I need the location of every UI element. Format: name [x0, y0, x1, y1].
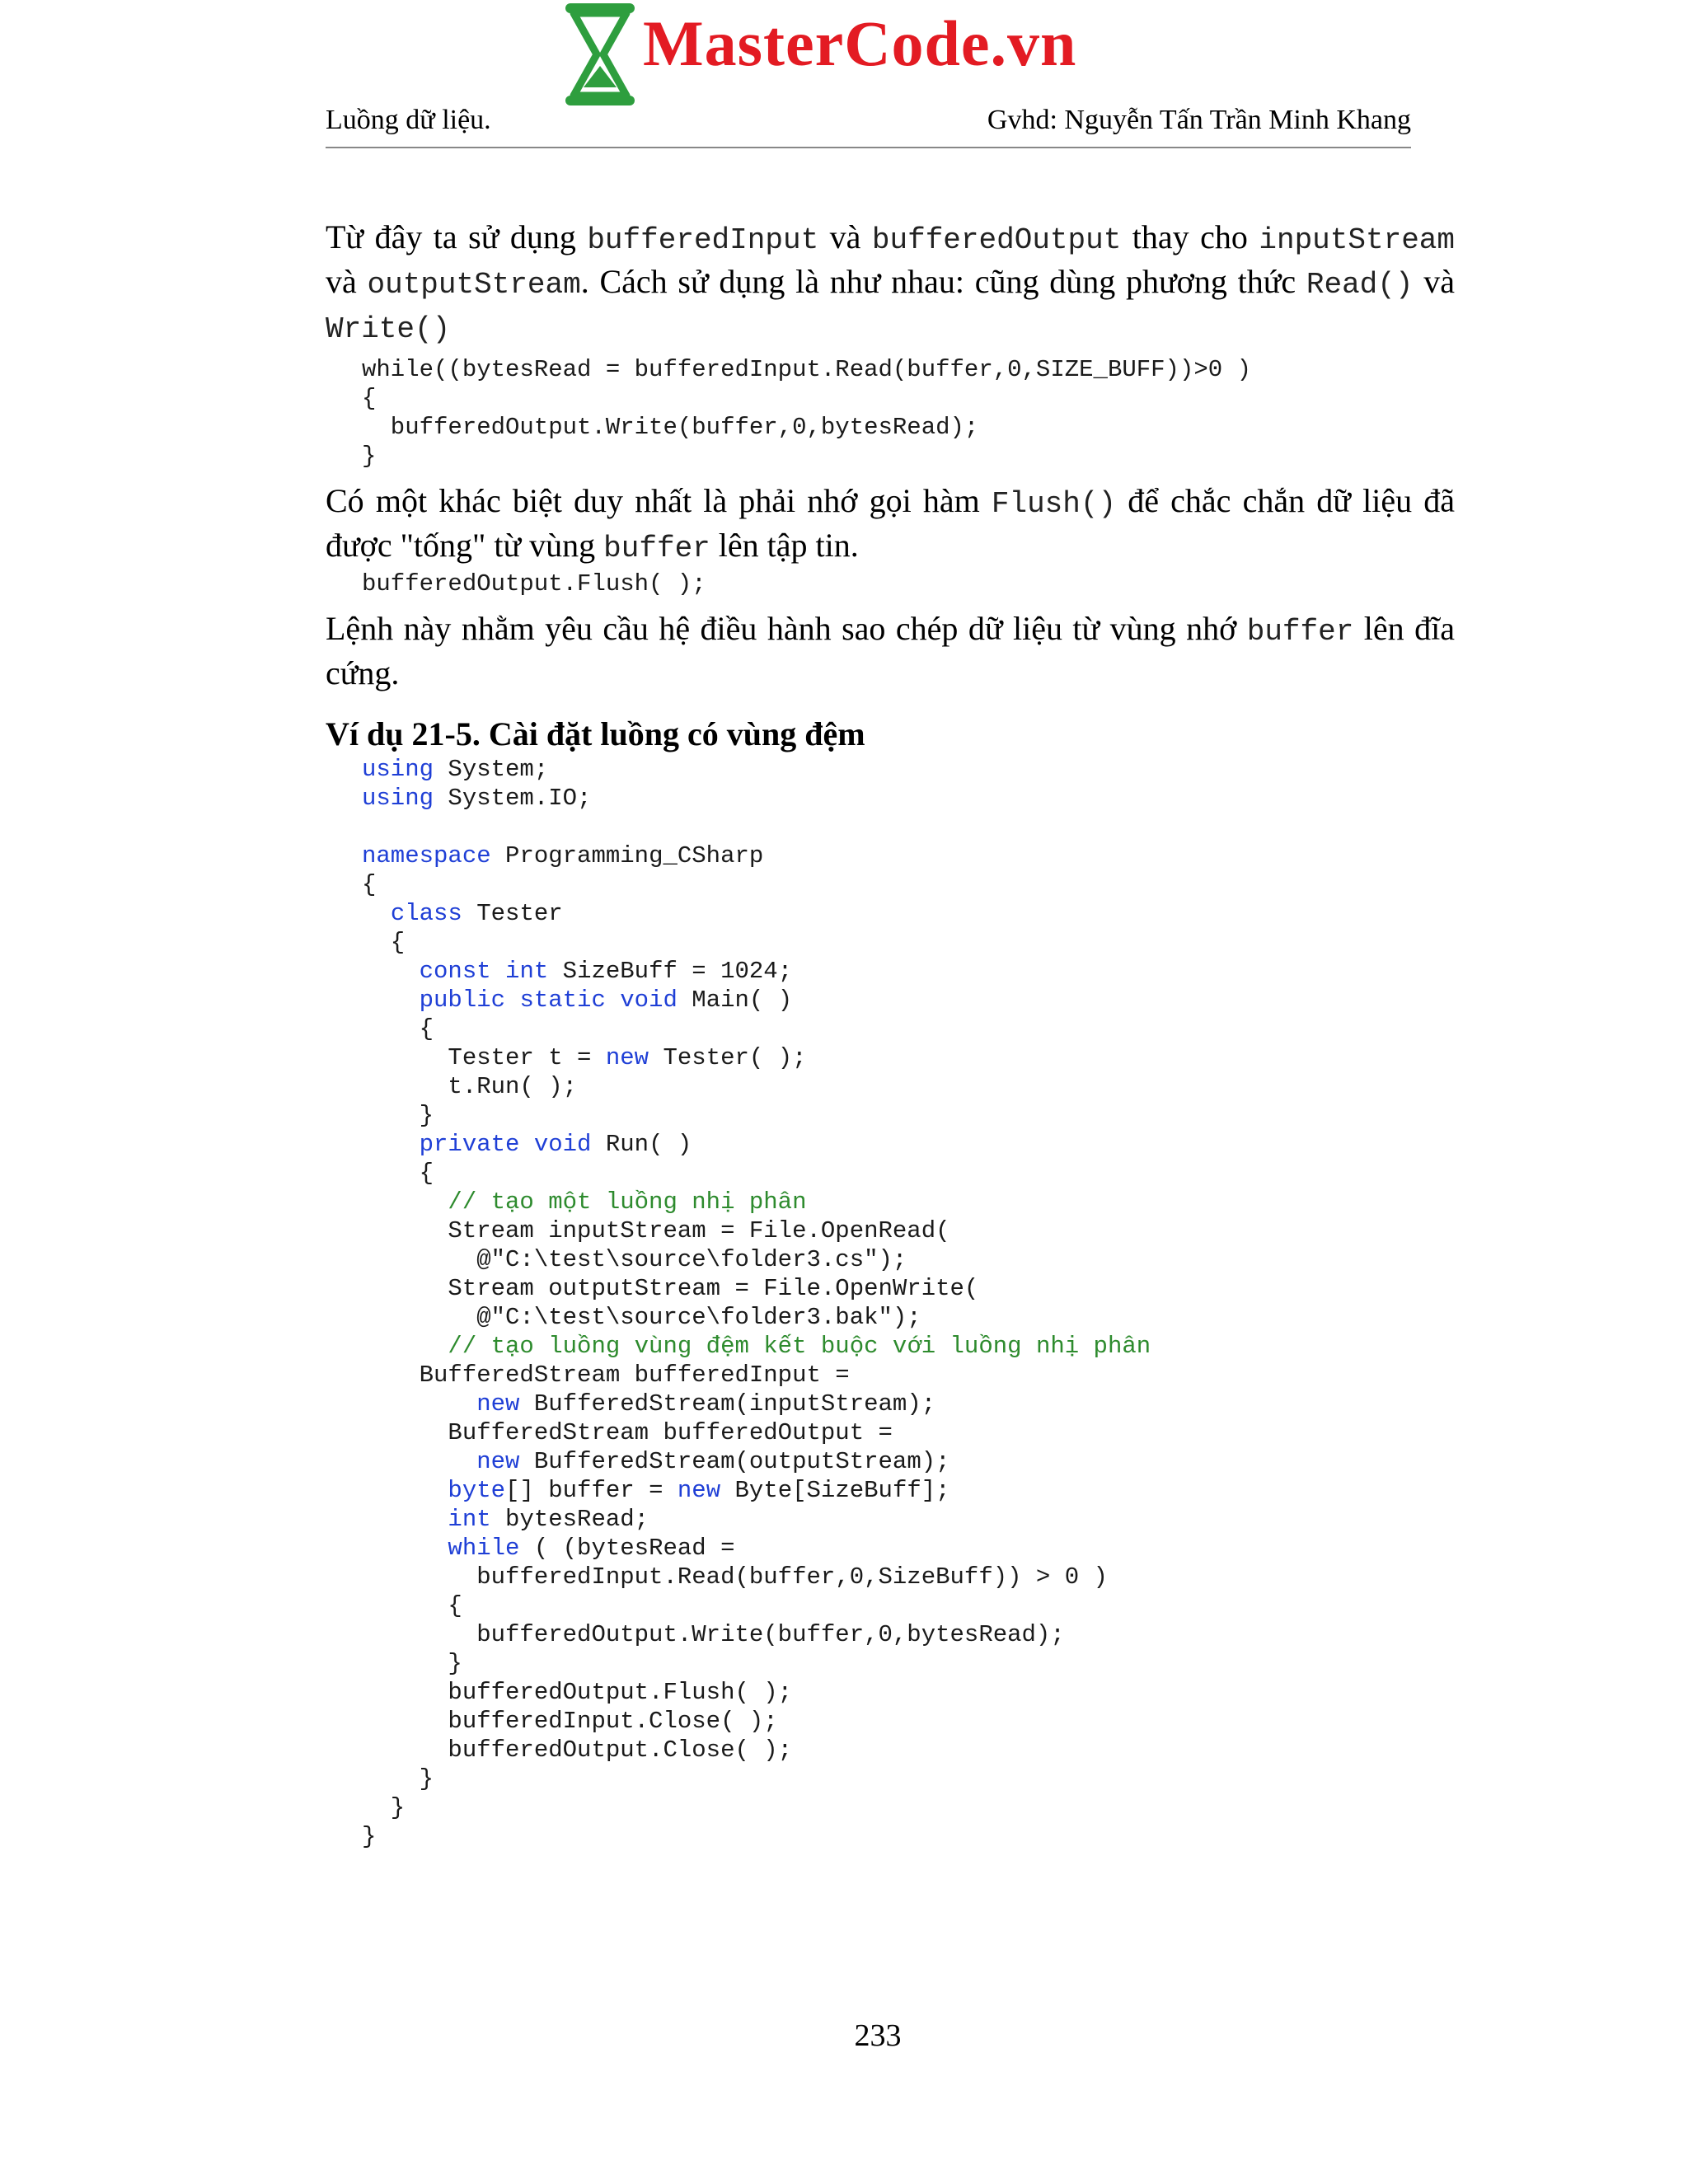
code-text: } — [362, 1823, 377, 1850]
code-line — [362, 1793, 1455, 1822]
code-comment: // tạo một luồng nhị phân — [448, 1188, 807, 1216]
code-text: } — [362, 1650, 462, 1677]
header-instructor: Gvhd: Nguyễn Tấn Trần Minh Khang — [987, 105, 1411, 135]
code-block — [326, 355, 1455, 471]
code-text: } — [362, 1102, 434, 1129]
code-line — [362, 986, 1455, 1015]
text-run: Có một khác biệt duy nhất là phải nhớ gọi hàm — [326, 482, 992, 519]
code-text: Programming_CSharp — [490, 842, 764, 869]
code-line — [362, 1736, 1455, 1765]
code-text: BufferedStream(inputStream); — [519, 1390, 936, 1418]
code-line — [362, 1130, 1455, 1159]
code-keyword: using — [362, 785, 434, 812]
code-line — [362, 1361, 1455, 1390]
code-text: bufferedInput.Close( ); — [362, 1708, 778, 1735]
code-line — [362, 1216, 1455, 1245]
code-text: bufferedOutput.Write(buffer,0,bytesRead); — [362, 414, 979, 441]
code-text: Tester — [462, 900, 563, 927]
code-line — [362, 928, 1455, 957]
code-line — [362, 841, 1455, 870]
code-line — [362, 1303, 1455, 1332]
code-text: Tester( ); — [649, 1044, 807, 1071]
paragraph — [326, 480, 1455, 569]
code-line — [362, 569, 1455, 598]
logo-text: MasterCode.vn — [643, 7, 1077, 79]
code-text: { — [362, 929, 406, 956]
text-run: Lệnh này nhằm yêu cầu hệ điều hành sao chép dữ liệu từ vùng nhớ — [326, 610, 1247, 647]
inline-code: outputStream — [367, 268, 581, 302]
code-keyword: new — [605, 1044, 649, 1071]
code-text: ( (bytesRead = — [519, 1535, 735, 1562]
code-text — [362, 987, 420, 1014]
inline-code: Read() — [1306, 268, 1414, 302]
code-text: t.Run( ); — [362, 1073, 578, 1100]
code-text: bufferedInput.Read(buffer,0,SizeBuff)) > 0 ) — [362, 1563, 1108, 1591]
code-line — [362, 1534, 1455, 1563]
code-keyword: new — [476, 1390, 520, 1418]
paragraph — [326, 217, 1455, 350]
text-run: Từ đây ta sử dụng — [326, 218, 588, 255]
example-heading: Ví dụ 21-5. Cài đặt luồng có vùng đệm — [326, 715, 865, 752]
code-text: bufferedOutput.Flush( ); — [362, 1679, 793, 1706]
paragraph — [326, 608, 1455, 694]
text-run: và — [326, 263, 368, 300]
code-line — [362, 442, 1455, 471]
code-line — [362, 1072, 1455, 1101]
code-text: @"C:\test\source\folder3.bak"); — [362, 1304, 921, 1331]
code-text: Run( ) — [591, 1131, 692, 1158]
code-line — [362, 899, 1455, 928]
code-line — [362, 1015, 1455, 1043]
inline-code: inputStream — [1259, 223, 1456, 257]
code-line — [362, 1591, 1455, 1620]
code-line — [362, 1505, 1455, 1534]
code-line — [362, 813, 1455, 841]
code-text: @"C:\test\source\folder3.cs"); — [362, 1246, 907, 1273]
code-line — [362, 413, 1455, 442]
hourglass-icon — [560, 0, 640, 109]
code-text: } — [362, 1794, 406, 1821]
code-keyword: while — [448, 1535, 520, 1562]
code-line — [362, 1159, 1455, 1188]
code-comment: // tạo luồng vùng đệm kết buộc với luồng nhị phân — [448, 1333, 1151, 1360]
inline-code: Flush() — [991, 487, 1117, 521]
code-text: BufferedStream(outputStream); — [519, 1448, 950, 1475]
code-text: Stream outputStream = File.OpenWrite( — [362, 1275, 979, 1302]
code-line — [362, 957, 1455, 986]
header-chapter-title: Luồng dữ liệu. — [326, 105, 491, 135]
code-line — [362, 784, 1455, 813]
code-keyword: using — [362, 756, 434, 783]
code-line — [362, 1822, 1455, 1851]
text-run: thay cho — [1121, 218, 1259, 255]
code-text — [491, 958, 505, 985]
code-text: { — [362, 871, 377, 898]
page-header — [326, 104, 1411, 148]
code-block — [326, 755, 1455, 1851]
code-text — [362, 1188, 448, 1216]
inline-code: buffer — [603, 532, 710, 565]
code-keyword: const — [419, 958, 491, 985]
code-text — [362, 1333, 448, 1360]
code-text: Tester t = — [362, 1044, 606, 1071]
code-text — [362, 900, 391, 927]
page-number: 233 — [854, 2018, 902, 2053]
code-keyword: new — [476, 1448, 520, 1475]
code-line — [362, 1678, 1455, 1707]
code-block — [326, 569, 1455, 598]
code-line — [362, 1043, 1455, 1072]
code-text: System.IO; — [434, 785, 592, 812]
inline-code: bufferedOutput — [871, 223, 1122, 257]
text-run: lên đĩa cứng. — [326, 610, 1455, 691]
code-text: BufferedStream bufferedInput = — [362, 1361, 850, 1389]
page-content — [326, 217, 1455, 1851]
code-line — [362, 1476, 1455, 1505]
code-text: bufferedOutput.Flush( ); — [362, 570, 706, 598]
text-run: và — [1413, 263, 1455, 300]
code-keyword: private void — [419, 1131, 592, 1158]
code-text — [362, 958, 420, 985]
code-line — [362, 1245, 1455, 1274]
code-text: System; — [434, 756, 549, 783]
code-text — [362, 1448, 476, 1475]
text-run: lên tập tin. — [710, 527, 859, 564]
code-text: SizeBuff = 1024; — [548, 958, 793, 985]
code-text — [362, 1477, 448, 1504]
code-line — [362, 755, 1455, 784]
code-text: bufferedOutput.Close( ); — [362, 1736, 793, 1764]
text-run: . Cách sử dụng là như nhau: cũng dùng phương thức — [580, 263, 1306, 300]
code-line — [362, 1101, 1455, 1130]
code-text: } — [362, 443, 377, 470]
code-text — [362, 1535, 448, 1562]
code-text: Stream inputStream = File.OpenRead( — [362, 1217, 950, 1244]
code-line — [362, 1649, 1455, 1678]
inline-code: bufferedInput — [587, 223, 819, 257]
inline-code: Write() — [326, 312, 451, 346]
code-text: [] buffer = — [505, 1477, 678, 1504]
code-line — [362, 1332, 1455, 1361]
code-keyword: int — [505, 958, 549, 985]
code-text: Byte[SizeBuff]; — [720, 1477, 950, 1504]
mastercode-logo[interactable] — [560, 0, 1104, 111]
code-keyword: class — [390, 900, 462, 927]
code-text: while((bytesRead = bufferedInput.Read(buffer,0,SIZE_BUFF))>0 ) — [362, 356, 1251, 383]
code-keyword: new — [677, 1477, 721, 1504]
code-line — [362, 1620, 1455, 1649]
code-line — [362, 1274, 1455, 1303]
code-text: bufferedOutput.Write(buffer,0,bytesRead); — [362, 1621, 1065, 1648]
text-run: để chắc chắn dữ liệu đã được "tống" từ vùng — [326, 482, 1455, 564]
code-line — [362, 870, 1455, 899]
code-line — [362, 1418, 1455, 1447]
code-line — [362, 1707, 1455, 1736]
code-line — [362, 1188, 1455, 1216]
code-keyword: int — [448, 1506, 491, 1533]
code-text — [362, 1131, 420, 1158]
code-keyword: public static void — [419, 987, 678, 1014]
code-text: { — [362, 1015, 434, 1043]
code-text: { — [362, 1592, 462, 1619]
code-line — [362, 1390, 1455, 1418]
code-line — [362, 1765, 1455, 1793]
code-line — [362, 1563, 1455, 1591]
inline-code: buffer — [1246, 615, 1354, 649]
code-text: { — [362, 1160, 434, 1187]
code-text: } — [362, 1765, 434, 1793]
code-line — [362, 1447, 1455, 1476]
code-text: { — [362, 385, 377, 412]
code-keyword: byte — [448, 1477, 506, 1504]
code-text: BufferedStream bufferedOutput = — [362, 1419, 893, 1446]
code-text — [362, 1506, 448, 1533]
code-text: Main( ) — [677, 987, 793, 1014]
text-run: và — [818, 218, 872, 255]
code-text — [362, 1390, 476, 1418]
code-keyword: namespace — [362, 842, 491, 869]
code-line — [362, 355, 1455, 384]
code-line — [362, 384, 1455, 413]
code-text: bytesRead; — [490, 1506, 649, 1533]
